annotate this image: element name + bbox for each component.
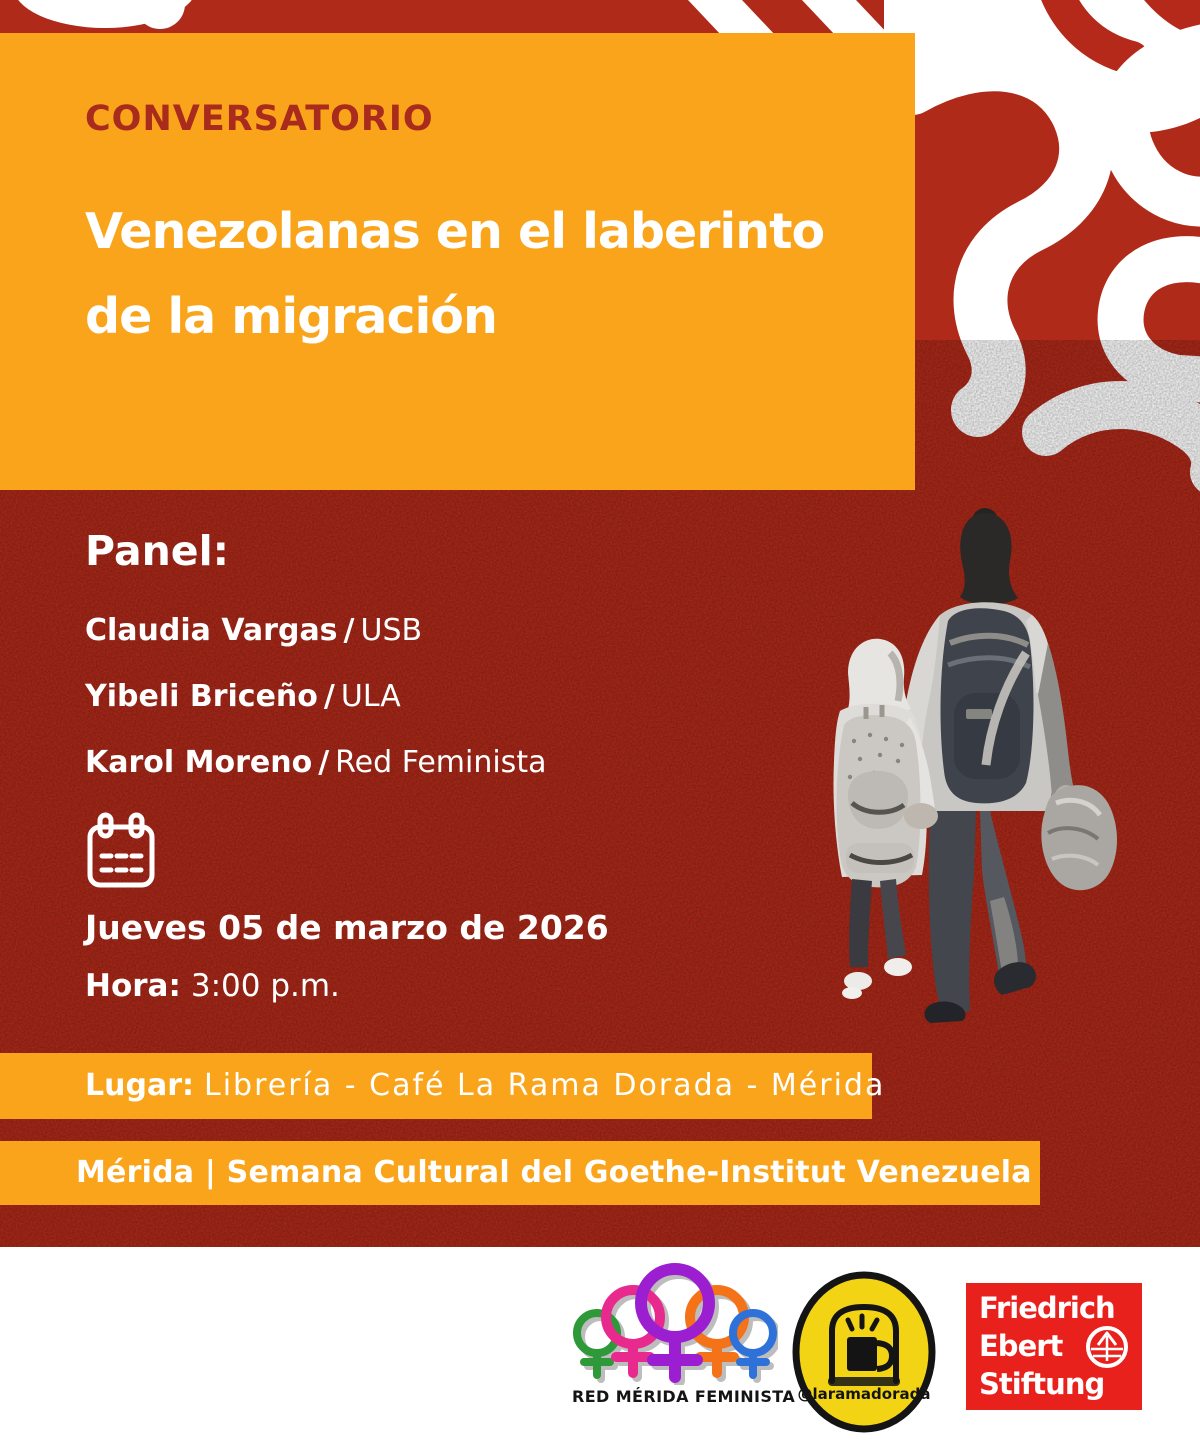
member-name: Claudia Vargas [85,613,338,648]
event-date: Jueves 05 de marzo de 2026 [85,908,609,947]
member-affiliation: USB [360,613,423,648]
woman-figure [897,508,1117,1023]
location-value: Librería - Café La Rama Dorada - Mérida [203,1068,886,1103]
title-line-1: Venezolanas en el laberinto [85,203,825,260]
title-line-2: de la migración [85,288,497,345]
venus-symbols-icon [572,1257,778,1385]
panel-member [85,664,546,730]
panel-heading: Panel: [85,527,230,575]
member-name: Yibeli Briceño [85,679,318,714]
headline-panel [0,33,915,490]
panel-member [85,730,546,796]
lrd-handle: @laramadorada [797,1385,931,1403]
fes-line-3: Stiftung [979,1367,1105,1401]
logo-la-rama-dorada [792,1271,936,1433]
mug-book-icon [792,1271,936,1433]
location-label: Lugar: [85,1068,194,1103]
calendar-icon [85,812,157,892]
fes-line-1: Friedrich [979,1291,1115,1325]
photo-woman-and-child-migrants [790,503,1120,1043]
panel-members [85,598,546,796]
separator: / [343,613,355,648]
fes-globe-icon [1084,1324,1130,1370]
separator: / [323,679,335,714]
member-affiliation: ULA [340,679,401,714]
event-time [85,968,340,1004]
member-affiliation: Red Feminista [335,745,547,780]
separator: / [318,745,330,780]
logo-friedrich-ebert-stiftung [966,1283,1142,1410]
logo-red-merida-feminista [572,1257,796,1406]
logo-footer [0,1247,1200,1443]
time-value: 3:00 p.m. [190,968,340,1004]
location-bar [0,1053,886,1119]
member-name: Karol Moreno [85,745,313,780]
time-label: Hora: [85,968,181,1004]
rmf-caption: RED MÉRIDA FEMINISTA [572,1387,796,1406]
fes-line-2: Ebert [979,1329,1063,1363]
panel-member [85,598,546,664]
event-title [85,189,895,359]
festival-bar: Mérida | Semana Cultural del Goethe-Institut Venezuela [0,1141,1040,1205]
kicker-conversatorio: CONVERSATORIO [85,99,434,139]
